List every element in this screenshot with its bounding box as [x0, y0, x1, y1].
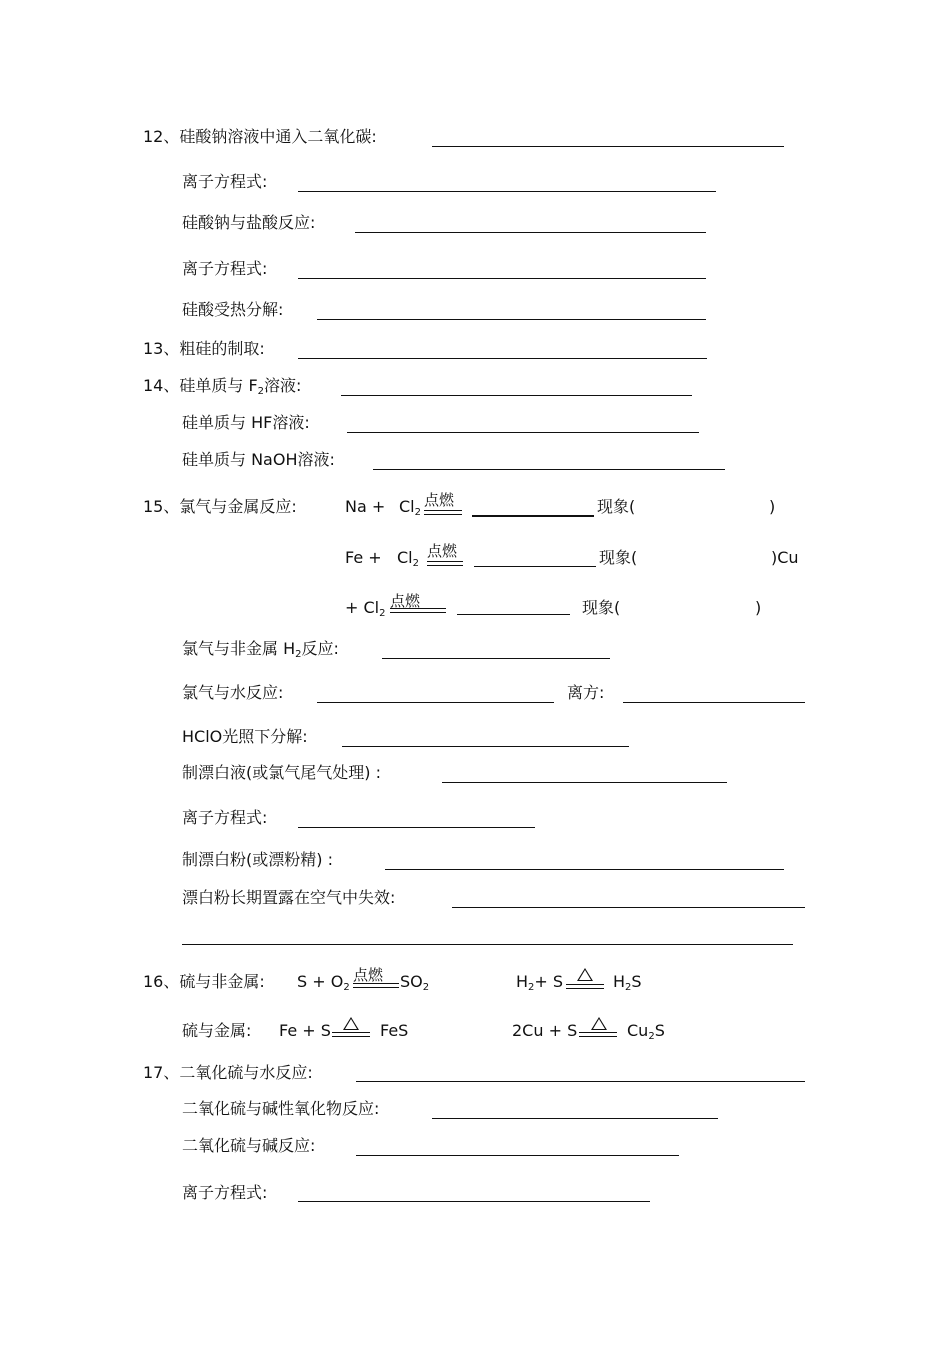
fe-s-left: Fe + S: [279, 1021, 331, 1040]
reaction-equals-sign: [390, 608, 446, 613]
heat-triangle-icon: [591, 1017, 607, 1030]
na-eq: Na +: [345, 497, 386, 516]
q12-hcl-label: 硅酸钠与盐酸反应:: [182, 213, 316, 232]
q17-water-line[interactable]: [356, 1081, 805, 1082]
o2-subscript: 2: [343, 982, 350, 993]
cu-phenomenon-close: ): [755, 598, 762, 617]
h2s-subscript: 2: [625, 982, 632, 993]
q14-naoh-line[interactable]: [373, 469, 725, 470]
q17-ionic-label: 离子方程式:: [182, 1183, 268, 1202]
q17-ionic-line[interactable]: [298, 1201, 650, 1202]
q12-ionic-label: 离子方程式:: [182, 172, 268, 191]
f2-subscript: 2: [257, 386, 265, 397]
q17-oxide-line[interactable]: [432, 1118, 718, 1119]
so2-text: SO: [400, 972, 423, 991]
q12-ionic2-label: 离子方程式:: [182, 259, 268, 278]
q17-oxide-label: 二氧化硫与碱性氧化物反应:: [182, 1099, 380, 1118]
q14-f2-line[interactable]: [341, 395, 692, 396]
fes-product: FeS: [380, 1021, 409, 1040]
na-phenomenon-close: ): [769, 497, 776, 516]
q15-bleach-liquid-label: 制漂白液(或氯气尾气处理) :: [182, 763, 381, 782]
q15-h2-line[interactable]: [382, 658, 610, 659]
heat-triangle-icon: [577, 968, 593, 981]
q15-expose-line[interactable]: [452, 907, 805, 908]
cl-symbol: Cl: [399, 497, 415, 516]
q17-base-label: 二氧化硫与碱反应:: [182, 1136, 316, 1155]
q16-label: 16、硫与非金属:: [143, 972, 265, 991]
q15-expose-line-2[interactable]: [182, 944, 793, 945]
cl-symbol: Cl: [397, 548, 413, 567]
plus-s-text: + S: [534, 972, 564, 991]
na-phenomenon: 现象(: [597, 497, 636, 516]
q15-hclo-line[interactable]: [342, 746, 629, 747]
reaction-equals-sign: [566, 984, 604, 989]
q14-hf-line[interactable]: [347, 432, 699, 433]
cu-s-left: 2Cu + S: [512, 1021, 578, 1040]
q15-bleach-powder-line[interactable]: [385, 869, 784, 870]
so2-product: [400, 972, 429, 995]
q15-label: 15、氯气与金属反应:: [143, 497, 297, 516]
q12-hcl-line[interactable]: [355, 232, 706, 233]
q12-answer-line[interactable]: [432, 146, 784, 147]
cu-product-line[interactable]: [457, 614, 570, 615]
q14-label-pre: 14、硅单质与: [143, 376, 244, 395]
f2-symbol: F: [248, 376, 258, 395]
q12-decomp-line[interactable]: [317, 319, 706, 320]
s-o2-text: S + O: [297, 972, 344, 991]
q13-label: 13、粗硅的制取:: [143, 339, 265, 358]
q12-ionic2-line[interactable]: [298, 278, 706, 279]
h2-text: H: [516, 972, 529, 991]
q14-hf-label: 硅单质与 HF溶液:: [182, 413, 310, 432]
heat-triangle-icon: [343, 1017, 359, 1030]
fe-phenomenon: 现象(: [599, 548, 638, 567]
q15-ion-short-line[interactable]: [623, 702, 805, 703]
cu-cl2: [345, 598, 385, 621]
reaction-equals-sign: [332, 1032, 370, 1037]
q15-bleach-powder-label: 制漂白粉(或漂粉精) :: [182, 850, 333, 869]
q16-metal-label: 硫与金属:: [182, 1021, 252, 1040]
q17-base-line[interactable]: [356, 1155, 679, 1156]
q13-line[interactable]: [298, 358, 707, 359]
na-product-line[interactable]: [472, 515, 594, 517]
cl-subscript: 2: [414, 507, 421, 518]
cu-text: Cu: [627, 1021, 649, 1040]
h2s-s-text: S: [631, 972, 642, 991]
na-cl2: [399, 497, 421, 520]
so2-subscript: 2: [422, 982, 430, 993]
q17-label: 17、二氧化硫与水反应:: [143, 1063, 313, 1082]
q15-ionic-label: 离子方程式:: [182, 808, 268, 827]
q12-ionic-line[interactable]: [298, 191, 716, 192]
q15-h2-label: [182, 639, 339, 662]
ignite-condition: 点燃: [427, 542, 458, 560]
ignite-condition: 点燃: [424, 491, 455, 509]
cu2s-product: [627, 1021, 665, 1044]
reaction-equals-sign: [427, 561, 463, 566]
q15-water-line[interactable]: [317, 702, 554, 703]
q15-water-label: 氯气与水反应:: [182, 683, 284, 702]
cu2s-subscript: 2: [648, 1031, 655, 1042]
fe-eq: Fe +: [345, 548, 382, 567]
h2-subscript: 2: [295, 649, 302, 660]
q15-bleach-liquid-line[interactable]: [442, 782, 727, 783]
ignite-condition: 点燃: [353, 966, 384, 984]
reaction-equals-sign: [579, 1032, 617, 1037]
q14-label-post: 溶液:: [264, 376, 302, 395]
h2-s-left: [516, 972, 563, 995]
h2-label-post: 反应:: [301, 639, 339, 658]
h2-subscript: 2: [528, 982, 535, 993]
cl-subscript: 2: [379, 608, 386, 619]
fe-phenomenon-close: )Cu: [771, 548, 799, 567]
h2-symbol: H: [283, 639, 296, 658]
cu2s-s-text: S: [654, 1021, 665, 1040]
q12-label: 12、硅酸钠溶液中通入二氧化碳:: [143, 127, 377, 146]
h2s-product: [613, 972, 642, 995]
ignite-condition: 点燃: [390, 592, 421, 610]
fe-product-line[interactable]: [474, 566, 596, 567]
q14-label: [143, 376, 301, 399]
q15-ion-short-label: 离方:: [567, 683, 605, 702]
q14-naoh-label: 硅单质与 NaOH溶液:: [182, 450, 335, 469]
cu-phenomenon: 现象(: [582, 598, 621, 617]
q15-expose-label: 漂白粉长期置露在空气中失效:: [182, 888, 396, 907]
h2-label-pre: 氯气与非金属: [182, 639, 279, 658]
s-o2-left: [297, 972, 350, 995]
q12-decomp-label: 硅酸受热分解:: [182, 300, 284, 319]
q15-hclo-label: HClO光照下分解:: [182, 727, 308, 746]
cu-eq: + Cl: [345, 598, 380, 617]
cl-subscript: 2: [412, 558, 419, 569]
fe-cl2: [397, 548, 419, 571]
h2s-h-text: H: [613, 972, 626, 991]
reaction-equals-sign: [353, 983, 399, 988]
reaction-equals-sign: [424, 510, 462, 515]
q15-ionic-line[interactable]: [298, 827, 535, 828]
